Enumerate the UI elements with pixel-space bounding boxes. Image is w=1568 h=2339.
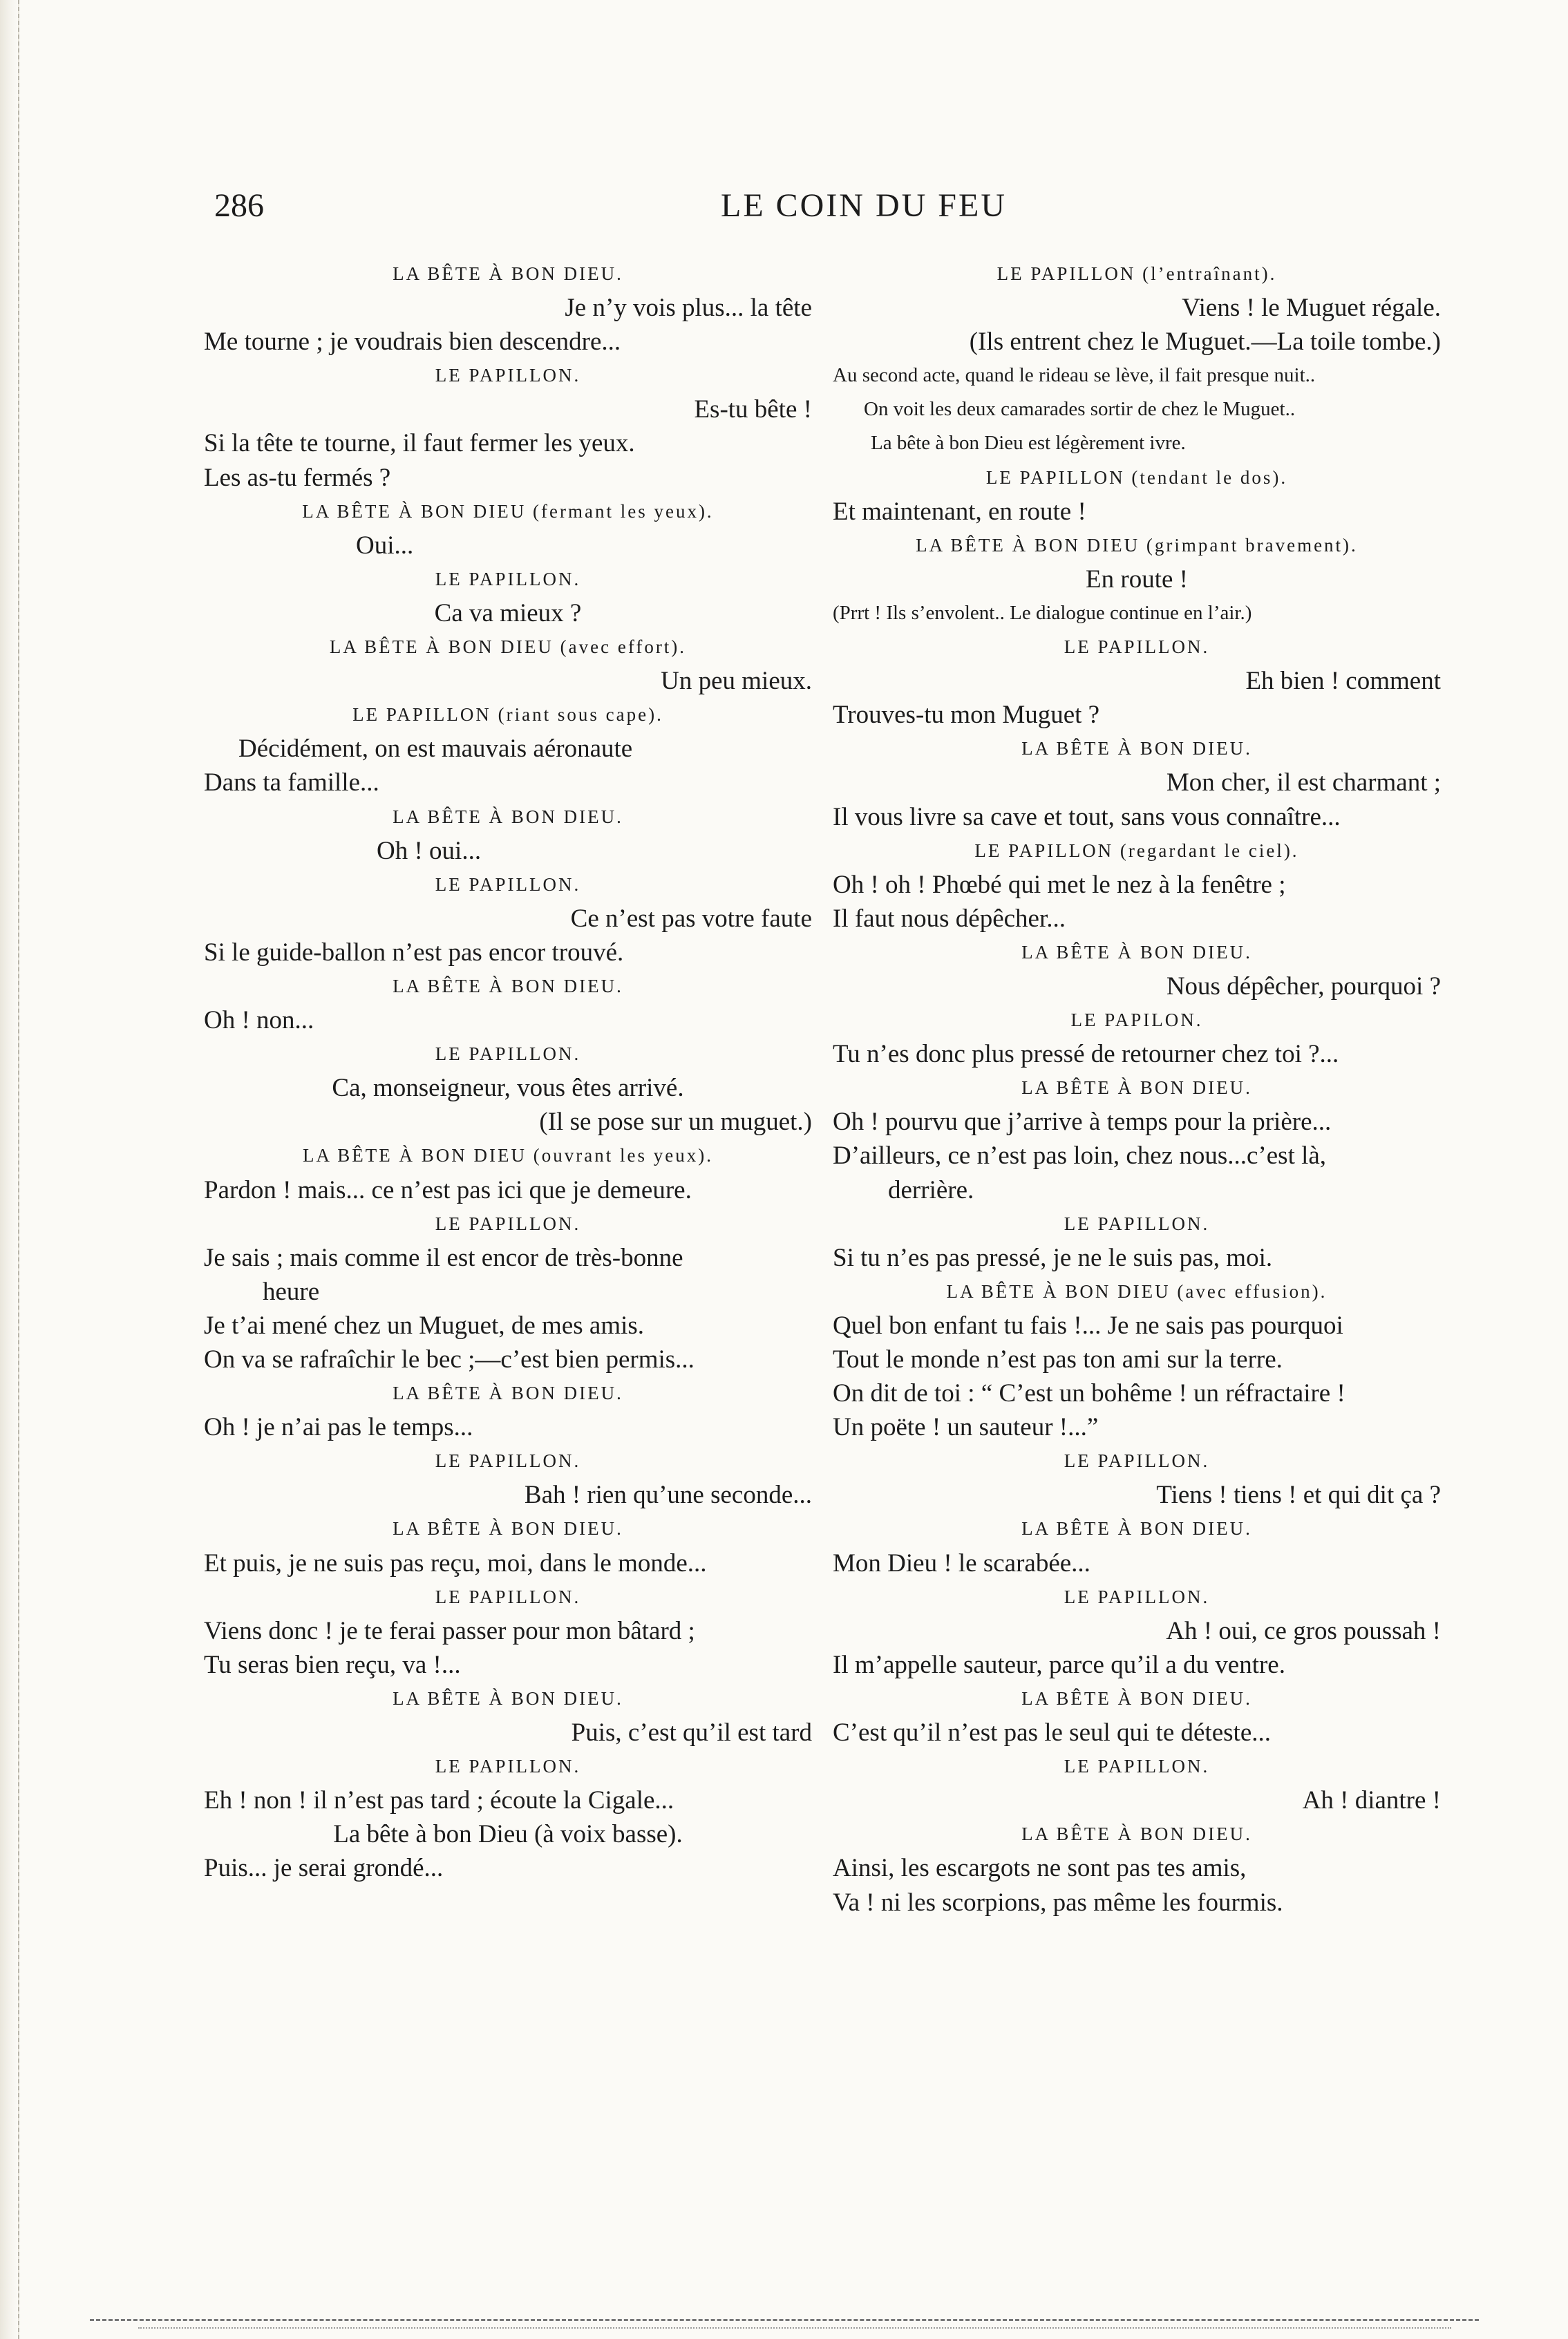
verse-line: Puis, c’est qu’il est tard xyxy=(571,1718,812,1748)
speaker-line: LA BÊTE À BON DIEU. xyxy=(1021,941,1252,963)
verse-line: Pardon ! mais... ce n’est pas ici que je demeure. xyxy=(204,1175,692,1204)
speaker-line: LA BÊTE À BON DIEU. xyxy=(1021,1824,1252,1845)
verse-line: Oh ! oui... xyxy=(377,836,482,865)
speaker-line: LE PAPILLON. xyxy=(435,1586,581,1607)
verse-line: Mon Dieu ! le scarabée... xyxy=(833,1549,1090,1578)
speaker-line: LE PAPILON. xyxy=(1070,1010,1203,1031)
verse-line: Ce n’est pas votre faute xyxy=(570,904,812,933)
verse-line: Bah ! rien qu’une seconde... xyxy=(524,1481,812,1510)
verse-line: Oh ! je n’ai pas le temps... xyxy=(204,1413,473,1442)
verse-line: Me tourne ; je voudrais bien descendre... xyxy=(204,328,621,357)
page-number: 286 xyxy=(214,187,264,224)
verse-line: Oh ! oh ! Phœbé qui met le nez à la fenêtre ; xyxy=(833,870,1286,899)
stage-direction-line: Au second acte, quand le rideau se lève, il fait presque nuit.. xyxy=(833,364,1316,387)
speaker-line: LA BÊTE À BON DIEU. xyxy=(393,975,623,996)
verse-line: (Ils entrent chez le Muguet.—La toile tombe.) xyxy=(969,328,1441,357)
speaker-line: LE PAPILLON. xyxy=(1064,1586,1210,1607)
speaker-line: LE PAPILLON. xyxy=(1064,636,1210,658)
page-binding-edge xyxy=(0,0,19,2339)
speaker-line: LE PAPILLON. xyxy=(435,365,581,386)
speaker-line: LA BÊTE À BON DIEU. xyxy=(1021,1077,1252,1099)
verse-line: Et puis, je ne suis pas reçu, moi, dans le monde... xyxy=(204,1549,707,1578)
verse-line: Eh bien ! comment xyxy=(1245,667,1441,696)
verse-line: Va ! ni les scorpions, pas même les fourmis. xyxy=(833,1888,1283,1917)
speaker-line: LA BÊTE À BON DIEU (avec effort). xyxy=(329,636,687,658)
speaker-line: LA BÊTE À BON DIEU. xyxy=(393,1687,623,1709)
verse-line: Dans ta famille... xyxy=(204,768,379,797)
verse-line: On va se rafraîchir le bec ;—c’est bien permis... xyxy=(204,1345,695,1374)
verse-line: Mon cher, il est charmant ; xyxy=(1166,768,1441,797)
verse-line: Oh ! non... xyxy=(204,1006,314,1035)
verse-line: Si tu n’es pas pressé, je ne le suis pas, moi. xyxy=(833,1243,1273,1272)
verse-line: Si le guide-ballon n’est pas encor trouvé. xyxy=(204,938,624,967)
speaker-line: LA BÊTE À BON DIEU. xyxy=(1021,1518,1252,1540)
verse-line: (Il se pose sur un muguet.) xyxy=(539,1108,812,1137)
stage-direction-line: On voit les deux camarades sortir de chez le Muguet.. xyxy=(864,398,1296,421)
speaker-line: LE PAPILLON. xyxy=(435,873,581,895)
verse-line: En route ! xyxy=(1086,565,1188,594)
speaker-line: LE PAPILLON. xyxy=(435,1756,581,1777)
verse-line: La bête à bon Dieu (à voix basse). xyxy=(333,1820,683,1849)
speaker-line: LE PAPILLON. xyxy=(1064,1213,1210,1234)
verse-line: heure xyxy=(263,1277,320,1306)
verse-line: Viens donc ! je te ferai passer pour mon bâtard ; xyxy=(204,1616,695,1645)
verse-line: Et maintenant, en route ! xyxy=(833,497,1086,526)
verse-line: Tiens ! tiens ! et qui dit ça ? xyxy=(1156,1481,1441,1510)
verse-line: Les as-tu fermés ? xyxy=(204,463,391,492)
verse-line: Je sais ; mais comme il est encor de très-bonne xyxy=(204,1243,683,1272)
speaker-line: LE PAPILLON. xyxy=(435,1043,581,1065)
stage-direction-line: La bête à bon Dieu est légèrement ivre. xyxy=(871,432,1186,455)
verse-line: Je t’ai mené chez un Muguet, de mes amis. xyxy=(204,1311,645,1340)
verse-line: derrière. xyxy=(888,1175,974,1204)
speaker-line: LE PAPILLON (riant sous cape). xyxy=(352,704,663,726)
verse-line: Il m’appelle sauteur, parce qu’il a du ventre. xyxy=(833,1650,1285,1679)
speaker-line: LE PAPILLON. xyxy=(435,568,581,589)
verse-line: Oui... xyxy=(356,531,414,560)
speaker-line: LE PAPILLON (l’entraînant). xyxy=(996,263,1277,284)
verse-line: Un poëte ! un sauteur !...” xyxy=(833,1413,1099,1442)
verse-line: Tu seras bien reçu, va !... xyxy=(204,1650,461,1679)
verse-line: Ainsi, les escargots ne sont pas tes amis, xyxy=(833,1854,1247,1883)
verse-line: Si la tête te tourne, il faut fermer les yeux. xyxy=(204,429,635,458)
verse-line: C’est qu’il n’est pas le seul qui te déteste... xyxy=(833,1718,1271,1748)
verse-line: Il vous livre sa cave et tout, sans vous connaître... xyxy=(833,802,1341,831)
verse-line: Décidément, on est mauvais aéronaute xyxy=(238,735,633,764)
verse-line: D’ailleurs, ce n’est pas loin, chez nous...c’est là, xyxy=(833,1142,1327,1171)
verse-line: Ah ! diantre ! xyxy=(1302,1786,1441,1815)
verse-line: Quel bon enfant tu fais !... Je ne sais pas pourquoi xyxy=(833,1311,1343,1340)
speaker-line: LA BÊTE À BON DIEU. xyxy=(1021,1687,1252,1709)
speaker-line: LA BÊTE À BON DIEU (fermant les yeux). xyxy=(302,500,714,522)
verse-line: Eh ! non ! il n’est pas tard ; écoute la Cigale... xyxy=(204,1786,674,1815)
verse-line: Viens ! le Muguet régale. xyxy=(1182,294,1441,323)
verse-line: Puis... je serai grondé... xyxy=(204,1854,444,1883)
speaker-line: LE PAPILLON (regardant le ciel). xyxy=(974,840,1299,861)
verse-line: Ah ! oui, ce gros poussah ! xyxy=(1166,1616,1441,1645)
verse-line: Un peu mieux. xyxy=(661,667,812,696)
page-header xyxy=(207,187,1403,235)
verse-line: Il faut nous dépêcher... xyxy=(833,904,1066,933)
verse-line: Tu n’es donc plus pressé de retourner chez toi ?... xyxy=(833,1040,1339,1069)
speaker-line: LE PAPILLON (tendant le dos). xyxy=(985,466,1288,488)
speaker-line: LA BÊTE À BON DIEU. xyxy=(393,1518,623,1540)
right-column xyxy=(833,257,1441,1920)
bottom-edge-mark-2 xyxy=(138,2327,1451,2329)
verse-line: Ca va mieux ? xyxy=(434,598,582,627)
left-column xyxy=(204,257,812,1886)
speaker-line: LA BÊTE À BON DIEU. xyxy=(1021,738,1252,759)
verse-line: Es-tu bête ! xyxy=(694,395,812,424)
speaker-line: LA BÊTE À BON DIEU (ouvrant les yeux). xyxy=(303,1145,713,1166)
speaker-line: LE PAPILLON. xyxy=(435,1213,581,1234)
verse-line: Je n’y vois plus... la tête xyxy=(565,294,812,323)
verse-line: Ca, monseigneur, vous êtes arrivé. xyxy=(332,1074,684,1103)
speaker-line: LA BÊTE À BON DIEU. xyxy=(393,263,623,284)
stage-direction-line: (Prrt ! Ils s’envolent.. Le dialogue continue en l’air.) xyxy=(833,601,1252,624)
speaker-line: LA BÊTE À BON DIEU. xyxy=(393,806,623,827)
verse-line: Oh ! pourvu que j’arrive à temps pour la prière... xyxy=(833,1108,1332,1137)
speaker-line: LA BÊTE À BON DIEU (grimpant bravement). xyxy=(916,534,1358,556)
speaker-line: LA BÊTE À BON DIEU. xyxy=(393,1383,623,1404)
speaker-line: LE PAPILLON. xyxy=(435,1450,581,1472)
verse-line: Trouves-tu mon Muguet ? xyxy=(833,701,1100,730)
verse-line: Nous dépêcher, pourquoi ? xyxy=(1166,972,1441,1001)
bottom-edge-mark xyxy=(90,2319,1479,2321)
speaker-line: LE PAPILLON. xyxy=(1064,1756,1210,1777)
verse-line: Tout le monde n’est pas ton ami sur la terre. xyxy=(833,1345,1283,1374)
verse-line: On dit de toi : “ C’est un bohême ! un réfractaire ! xyxy=(833,1379,1345,1408)
running-title: LE COIN DU FEU xyxy=(721,187,1007,224)
speaker-line: LA BÊTE À BON DIEU (avec effusion). xyxy=(946,1280,1328,1302)
speaker-line: LE PAPILLON. xyxy=(1064,1450,1210,1472)
